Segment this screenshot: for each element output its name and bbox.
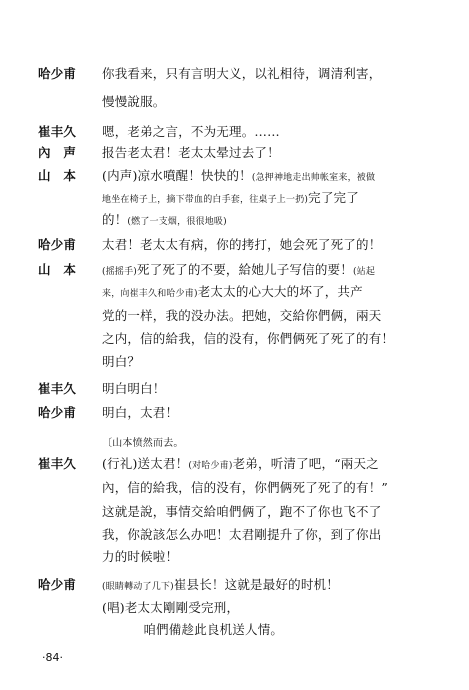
dialogue-text: (内声)凉水噴醒！快快的！	[102, 168, 252, 183]
stage-direction: 地坐在椅子上，摘下带血的白手套，往桌子上一扔)	[102, 195, 309, 205]
dialogue-text: 太君！老太太有病，你的拷打，她会死了死了的！	[102, 237, 382, 252]
dialogue-text: 明白明白！	[102, 381, 166, 396]
line-text	[102, 456, 379, 474]
dialogue-text: 崔县长！这就是最好的时机！	[173, 577, 339, 592]
line-text	[102, 284, 363, 302]
dialogue-text: 你我看来，只有言明大义，以礼相待，调清利害，	[102, 66, 382, 81]
dialogue-text: 报告老太君！老太太晕过去了！	[102, 145, 280, 160]
dialogue-text: 的！	[102, 212, 128, 227]
speaker-name: 山 本	[38, 168, 77, 183]
dialogue-text: 慢慢說服。	[102, 94, 166, 109]
line-text	[102, 212, 227, 230]
page-number: ·84·	[42, 651, 63, 664]
line-text	[102, 527, 381, 543]
line-text	[102, 308, 381, 324]
line-text	[102, 405, 178, 421]
dialogue-text: 老弟，听清了吧，“兩天之	[232, 456, 379, 471]
line-text	[102, 381, 166, 397]
speaker-name: 哈少甫	[38, 577, 77, 592]
stage-direction: 〔山本愤然而去。	[102, 438, 184, 449]
dialogue-text: (唱)老太太剛剛受完刑，	[102, 600, 240, 615]
dialogue-text: 完了完了	[308, 190, 359, 205]
dialogue-text: 之内，信的給我，信的没有，你們俩死了死了的有！	[102, 331, 395, 346]
dialogue-text: 明白，太君！	[102, 405, 179, 420]
speaker-name: 哈少甫	[38, 237, 77, 252]
speaker-name: 崔丰久	[38, 456, 77, 471]
stage-direction: (对哈少甫)	[188, 461, 233, 471]
dialogue-text: 內，信的給我，信的没有，你們俩死了死了的有！”	[102, 480, 388, 495]
line-text	[102, 331, 394, 347]
dialogue-text: (行礼)送太君！	[102, 456, 189, 471]
line-text	[102, 577, 339, 595]
line-text	[102, 145, 280, 161]
speaker-name: 哈少甫	[38, 405, 77, 420]
stage-direction: (眼睛轉动了几下)	[102, 582, 174, 592]
stage-direction: (急押神地走出帅帐室来，被做	[251, 173, 376, 183]
line-text	[102, 262, 375, 280]
stage-direction: 来，向崔丰久和哈少甫)	[102, 289, 198, 299]
speaker-name: 崔丰久	[38, 381, 77, 396]
line-text	[118, 622, 283, 638]
line-text	[102, 600, 239, 616]
line-text	[102, 124, 280, 140]
line-text	[102, 434, 184, 452]
speaker-name: 哈少甫	[38, 66, 77, 81]
dialogue-text: 我，你說該怎么办吧！太君剛提升了你，到了你出	[102, 527, 382, 542]
line-text	[102, 354, 140, 370]
line-text	[102, 168, 375, 186]
dialogue-text: 嗯，老弟之言，不为无理。……	[102, 124, 280, 139]
line-text	[102, 237, 381, 253]
speaker-name: 山 本	[38, 262, 77, 277]
dialogue-text: 党的一样，我的没办法。把她，交給你們俩，兩天	[102, 308, 382, 323]
dialogue-text: 咱們備趁此良机送人情。	[118, 622, 284, 637]
line-text	[102, 66, 381, 82]
line-text	[102, 549, 178, 565]
dialogue-text: 老太太的心大大的坏了，共产	[197, 284, 363, 299]
stage-direction: (站起	[352, 267, 376, 277]
dialogue-text: 这就是說，事情交給咱們俩了，跑不了你也飞不了	[102, 504, 382, 519]
speaker-name: 崔丰久	[38, 124, 77, 139]
stage-direction: (摇摇手)	[102, 267, 138, 277]
dialogue-text: 力的时候啦！	[102, 549, 179, 564]
line-text	[102, 504, 381, 520]
line-text	[102, 94, 166, 110]
line-text	[102, 190, 359, 208]
line-text	[102, 480, 388, 496]
dialogue-text: 死了死了的不要，給她儿子写信的要！	[137, 262, 353, 277]
dialogue-text: 明白？	[102, 354, 141, 369]
stage-direction: (燃了一支烟，很很地吸)	[127, 217, 227, 227]
speaker-name: 內 声	[38, 145, 77, 160]
